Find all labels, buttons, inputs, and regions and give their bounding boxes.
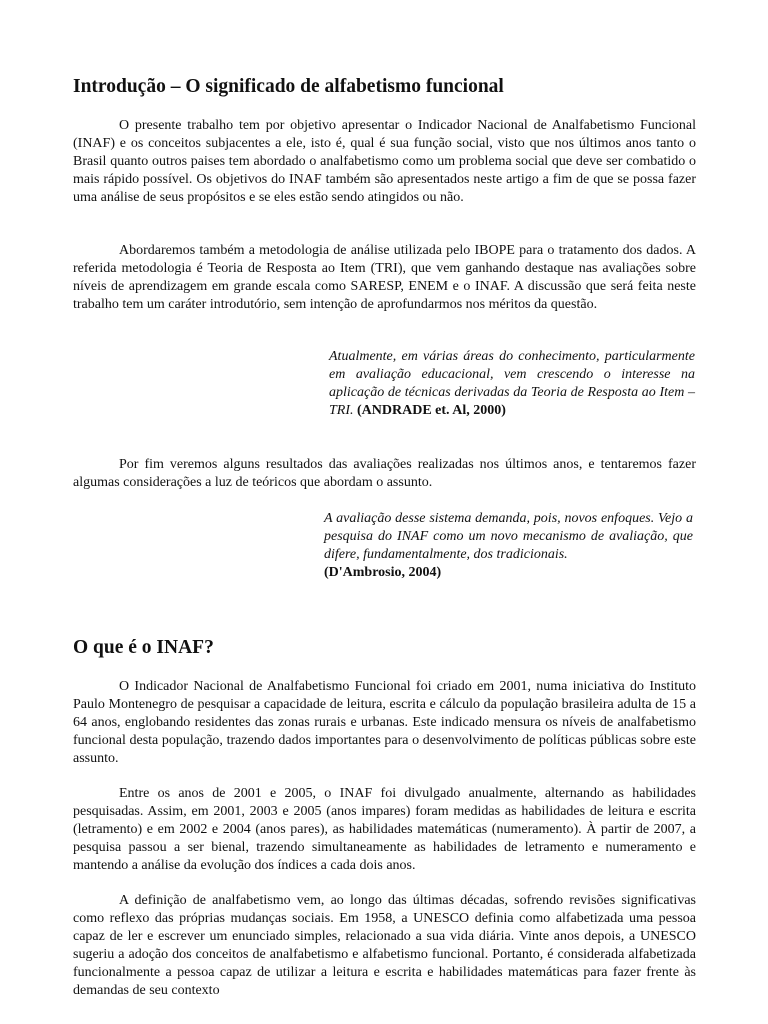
paragraph: O presente trabalho tem por objetivo apresentar o Indicador Nacional de Analfabetismo Funcional (INAF) e os conceitos subjacentes a ele, isto é, qual é sua função social, visto que nos últimos anos tanto o Brasil quanto outros paises tem abordado o analfabetismo como um problema social que deve ser combatido o mais rápido possível. Os objetivos do INAF também são apresentados neste artigo a fim de que se possa fazer uma análise de seus propósitos e se eles estão sendo atingidos ou não.: [73, 118, 696, 205]
paragraph: Por fim veremos alguns resultados das avaliações realizadas nos últimos anos, e tentaremos fazer algumas considerações a luz de teóricos que abordam o assunto.: [73, 457, 696, 490]
quote-text: Atualmente, em várias áreas do conhecimento, particularmente em avaliação educacional, vem crescendo o interesse na aplicação de técnicas derivadas da Teoria de Resposta ao Item – TRI.: [329, 349, 695, 418]
paragraph: A definição de analfabetismo vem, ao longo das últimas décadas, sofrendo revisões significativas como reflexo das próprias mudanças sociais. Em 1958, a UNESCO definia como alfabetizada uma pessoa capaz de ler e escrever um enunciado simples, relacionado a sua vida diária. Vinte anos depois, a UNESCO sugeriu a adoção dos conceitos de analfabetismo e alfabetismo funcional. Portanto, é considerada alfabetizada funcionalmente a pessoa capaz de utilizar a leitura e escrita e habilidades matemáticas para fazer frente às demandas de seu contexto: [73, 893, 696, 998]
block-quote: [329, 348, 695, 420]
quote-citation: (ANDRADE et. Al, 2000): [357, 403, 506, 418]
paragraph: Entre os anos de 2001 e 2005, o INAF foi divulgado anualmente, alternando as habilidades pesquisadas. Assim, em 2001, 2003 e 2005 (anos impares) foram medidas as habilidades de leitura e escrita (letramento) e em 2002 e 2004 (anos pares), as habilidades matemáticas (numeramento). À partir de 2007, a pesquisa passou a ser bienal, trazendo simultaneamente as habilidades de letramento e numeramento e mantendo a análise da evolução dos índices a cada dois anos.: [73, 786, 696, 873]
paragraph: Abordaremos também a metodologia de análise utilizada pelo IBOPE para o tratamento dos dados. A referida metodologia é Teoria de Resposta ao Item (TRI), que vem ganhando destaque nas avaliações sobre níveis de aprendizagem em grande escala como SARESP, ENEM e o INAF. A discussão que será feita neste trabalho tem um caráter introdutório, sem intenção de aprofundarmos nos méritos da questão.: [73, 243, 696, 312]
section-title-introducao: Introdução – O significado de alfabetismo funcional: [73, 76, 504, 97]
section-title-inaf: O que é o INAF?: [73, 637, 214, 658]
quote-text: A avaliação desse sistema demanda, pois, novos enfoques. Vejo a pesquisa do INAF como um novo mecanismo de avaliação, que difere, fundamentalmente, dos tradicionais.: [324, 511, 693, 562]
paragraph: O Indicador Nacional de Analfabetismo Funcional foi criado em 2001, numa iniciativa do Instituto Paulo Montenegro de pesquisar a capacidade de leitura, escrita e cálculo da população brasileira adulta de 15 a 64 anos, englobando residentes das zonas rurais e urbanas. Este indicado mensura os níveis de analfabetismo funcional desta população, trazendo dados importantes para o desenvolvimento de políticas públicas sobre este assunto.: [73, 679, 696, 766]
quote-citation: (D'Ambrosio, 2004): [324, 565, 442, 580]
block-quote: [324, 510, 693, 582]
